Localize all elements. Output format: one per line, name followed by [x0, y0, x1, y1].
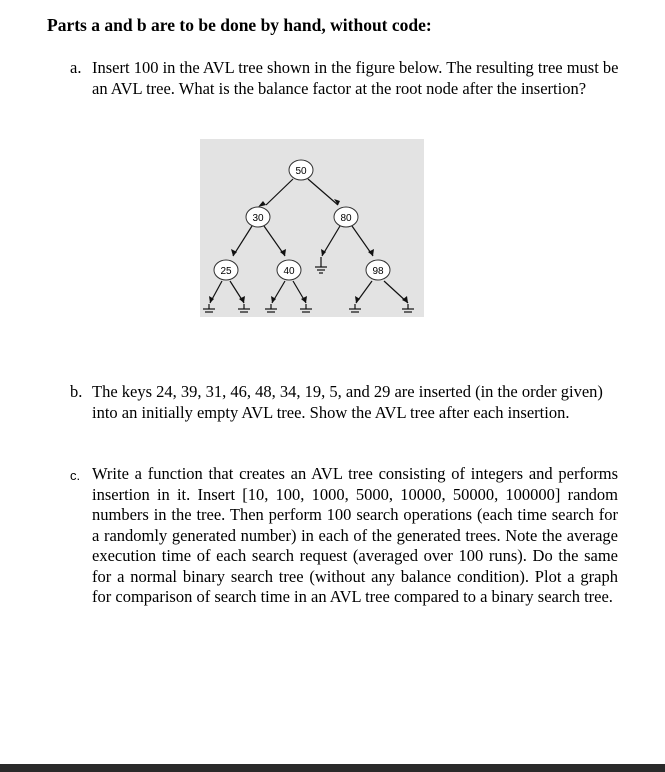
null-symbol: [315, 257, 327, 273]
edge-50-30: [266, 179, 293, 205]
question-c-marker: c.: [70, 468, 81, 483]
tree-node-right-right: [366, 260, 390, 280]
avl-tree-figure: [200, 139, 424, 317]
null-symbol: [349, 304, 361, 312]
tree-node-right: [334, 207, 358, 227]
tree-node-root: [289, 160, 313, 180]
question-c: [70, 464, 618, 608]
null-symbol: [203, 304, 215, 312]
tree-node-label: 98: [372, 266, 384, 277]
tree-node-left-right: [277, 260, 301, 280]
question-a-marker: a.: [70, 58, 82, 77]
tree-node-label: 80: [340, 213, 352, 224]
null-symbol: [265, 304, 277, 312]
question-a-text: Insert 100 in the AVL tree shown in the figure below. The resulting tree must be an AVL tree. What is the balance factor at the root node after the insertion?: [92, 58, 619, 98]
tree-node-label: 30: [252, 213, 264, 224]
bottom-bar: [0, 764, 665, 772]
question-b-marker: b.: [70, 382, 83, 401]
question-a: [70, 58, 630, 99]
null-symbol: [402, 304, 414, 312]
tree-node-label: 50: [295, 166, 307, 177]
tree-node-label: 25: [220, 266, 232, 277]
question-b-text: The keys 24, 39, 31, 46, 48, 34, 19, 5, and 29 are inserted (in the order given) into an initially empty AVL tree. Show the AVL tree after each insertion.: [92, 382, 603, 422]
tree-node-label: 40: [283, 266, 295, 277]
page-heading: Parts a and b are to be done by hand, without code:: [47, 15, 432, 35]
tree-node-left-left: [214, 260, 238, 280]
null-symbol: [300, 304, 312, 312]
tree-node-left: [246, 207, 270, 227]
null-symbol: [238, 304, 250, 312]
question-c-text: Write a function that creates an AVL tree consisting of integers and performs insertion in it. Insert [10, 100, 1000, 5000, 10000, 50000, 100000] random numbers in the tree. Then perform 100 search operations (each time search for a randomly generated number) in each of the generated trees. Note the average execution time of each search request (averaged over 100 runs). Do the same for a normal binary search tree (without any balance condition). Plot a graph for comparison of search time in an AVL tree compared to a binary search tree.: [92, 464, 618, 606]
question-b: [70, 382, 630, 423]
edge-50-80: [308, 179, 338, 205]
